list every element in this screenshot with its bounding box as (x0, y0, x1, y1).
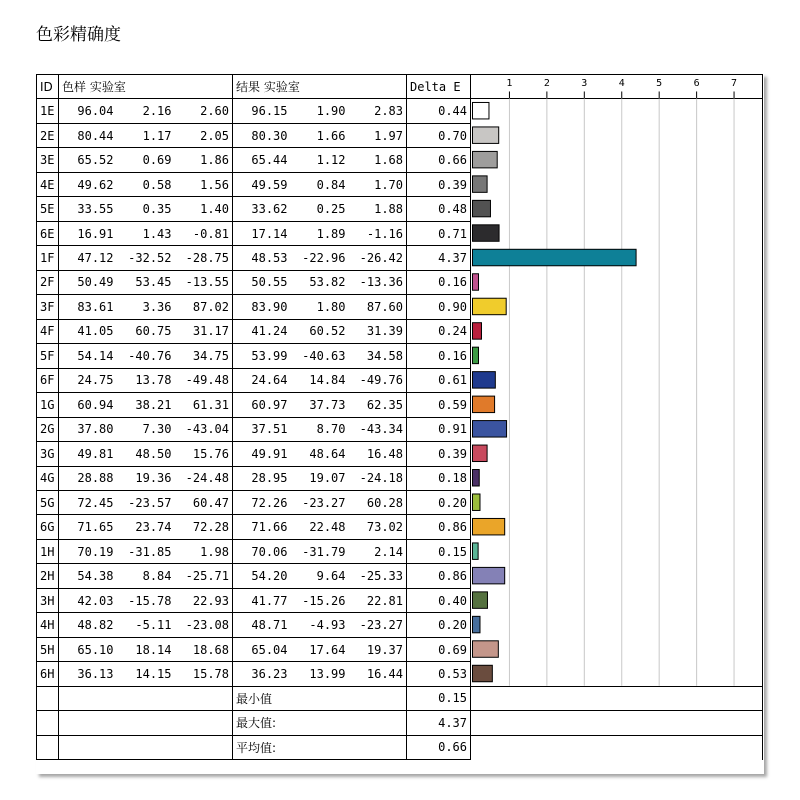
delta-e-value: 0.66 (407, 148, 471, 172)
result-l: 53.99 (233, 344, 291, 368)
result-b: -23.27 (349, 613, 407, 637)
delta-e-value: 0.70 (407, 123, 471, 147)
sample-l: 60.94 (59, 393, 117, 417)
bar-3E (473, 151, 498, 167)
bar-2H (473, 567, 505, 583)
result-b: 31.39 (349, 319, 407, 343)
result-b: 1.97 (349, 123, 407, 147)
delta-e-value: 0.69 (407, 637, 471, 661)
sample-a: -31.85 (117, 539, 175, 563)
bar-4E (473, 176, 488, 192)
delta-e-value: 0.86 (407, 564, 471, 588)
row-id: 3E (37, 148, 59, 172)
bar-6E (473, 225, 500, 241)
result-l: 60.97 (233, 393, 291, 417)
result-l: 17.14 (233, 221, 291, 245)
tick-label: 7 (731, 78, 738, 89)
bar-5E (473, 200, 491, 216)
result-l: 65.04 (233, 637, 291, 661)
tick-label: 1 (506, 78, 513, 89)
result-a: 53.82 (291, 270, 349, 294)
sample-a: 19.36 (117, 466, 175, 490)
delta-e-value: 0.39 (407, 442, 471, 466)
result-b: -13.36 (349, 270, 407, 294)
result-l: 37.51 (233, 417, 291, 441)
bar-6G (473, 518, 505, 534)
result-b: 1.68 (349, 148, 407, 172)
bar-4F (473, 323, 482, 339)
delta-e-value: 0.53 (407, 662, 471, 686)
summary-label: 平均值: (233, 735, 407, 759)
summary-label: 最大值: (233, 711, 407, 735)
sample-b: 18.68 (175, 637, 233, 661)
result-l: 49.91 (233, 442, 291, 466)
sample-b: 22.93 (175, 588, 233, 612)
result-b: 16.48 (349, 442, 407, 466)
sample-a: -23.57 (117, 490, 175, 514)
row-id: 6G (37, 515, 59, 539)
result-b: 2.14 (349, 539, 407, 563)
sample-a: 0.35 (117, 197, 175, 221)
bar-1G (473, 396, 495, 412)
sample-a: 8.84 (117, 564, 175, 588)
sample-a: -32.52 (117, 246, 175, 270)
result-b: 1.70 (349, 172, 407, 196)
row-id: 1H (37, 539, 59, 563)
sample-b: 1.98 (175, 539, 233, 563)
sample-a: 38.21 (117, 393, 175, 417)
bar-6H (473, 665, 493, 681)
delta-e-value: 0.44 (407, 99, 471, 123)
sample-a: 23.74 (117, 515, 175, 539)
bar-4H (473, 616, 480, 632)
row-id: 1G (37, 393, 59, 417)
row-id: 1E (37, 99, 59, 123)
result-a: 48.64 (291, 442, 349, 466)
result-l: 50.55 (233, 270, 291, 294)
row-id: 2H (37, 564, 59, 588)
result-b: -43.34 (349, 417, 407, 441)
row-id: 4F (37, 319, 59, 343)
sample-a: 3.36 (117, 295, 175, 319)
bar-2G (473, 421, 507, 437)
sample-l: 36.13 (59, 662, 117, 686)
sample-l: 96.04 (59, 99, 117, 123)
sample-header: 色样 实验室 (59, 75, 233, 99)
sample-a: 14.15 (117, 662, 175, 686)
delta-e-header: Delta E (407, 75, 471, 99)
id-header: ID (37, 75, 59, 99)
sample-b: 1.56 (175, 172, 233, 196)
sample-l: 28.88 (59, 466, 117, 490)
result-a: 8.70 (291, 417, 349, 441)
result-l: 96.15 (233, 99, 291, 123)
sample-b: -13.55 (175, 270, 233, 294)
result-a: -15.26 (291, 588, 349, 612)
delta-e-value: 0.91 (407, 417, 471, 441)
sample-b: 31.17 (175, 319, 233, 343)
sample-a: -15.78 (117, 588, 175, 612)
result-b: -1.16 (349, 221, 407, 245)
sample-b: -49.48 (175, 368, 233, 392)
sample-a: 48.50 (117, 442, 175, 466)
sample-a: 13.78 (117, 368, 175, 392)
sample-b: 15.76 (175, 442, 233, 466)
sample-b: -24.48 (175, 466, 233, 490)
row-id: 2G (37, 417, 59, 441)
row-id: 6H (37, 662, 59, 686)
row-id: 2E (37, 123, 59, 147)
sample-a: 1.43 (117, 221, 175, 245)
delta-e-value: 0.18 (407, 466, 471, 490)
result-a: 17.64 (291, 637, 349, 661)
sample-l: 54.14 (59, 344, 117, 368)
sample-l: 48.82 (59, 613, 117, 637)
sample-l: 41.05 (59, 319, 117, 343)
sample-a: 0.69 (117, 148, 175, 172)
delta-e-value: 0.48 (407, 197, 471, 221)
result-a: 1.90 (291, 99, 349, 123)
sample-a: -5.11 (117, 613, 175, 637)
delta-e-value: 0.16 (407, 270, 471, 294)
sample-a: 60.75 (117, 319, 175, 343)
sample-b: -0.81 (175, 221, 233, 245)
result-a: 9.64 (291, 564, 349, 588)
sample-l: 72.45 (59, 490, 117, 514)
result-a: 1.66 (291, 123, 349, 147)
sample-b: 1.40 (175, 197, 233, 221)
result-b: 16.44 (349, 662, 407, 686)
result-a: 19.07 (291, 466, 349, 490)
result-a: 0.25 (291, 197, 349, 221)
sample-l: 65.52 (59, 148, 117, 172)
delta-e-value: 0.59 (407, 393, 471, 417)
row-id: 5G (37, 490, 59, 514)
delta-e-bar-chart (472, 74, 764, 710)
sample-a: 1.17 (117, 123, 175, 147)
row-id: 5H (37, 637, 59, 661)
result-l: 80.30 (233, 123, 291, 147)
delta-e-value: 0.16 (407, 344, 471, 368)
result-l: 54.20 (233, 564, 291, 588)
result-b: 34.58 (349, 344, 407, 368)
delta-e-value: 0.71 (407, 221, 471, 245)
sample-l: 24.75 (59, 368, 117, 392)
sample-l: 42.03 (59, 588, 117, 612)
result-b: 62.35 (349, 393, 407, 417)
result-l: 83.90 (233, 295, 291, 319)
result-l: 48.71 (233, 613, 291, 637)
delta-e-value: 0.15 (407, 539, 471, 563)
delta-e-value: 0.90 (407, 295, 471, 319)
sample-l: 49.81 (59, 442, 117, 466)
summary-row-avg (37, 735, 763, 759)
bar-5G (473, 494, 480, 510)
row-id: 6E (37, 221, 59, 245)
result-l: 71.66 (233, 515, 291, 539)
result-l: 70.06 (233, 539, 291, 563)
row-id: 4H (37, 613, 59, 637)
sample-b: -23.08 (175, 613, 233, 637)
row-id: 1F (37, 246, 59, 270)
sample-b: 60.47 (175, 490, 233, 514)
bar-3G (473, 445, 488, 461)
result-a: -31.79 (291, 539, 349, 563)
result-a: 60.52 (291, 319, 349, 343)
row-id: 5E (37, 197, 59, 221)
row-id: 5F (37, 344, 59, 368)
result-b: 22.81 (349, 588, 407, 612)
delta-e-value: 0.40 (407, 588, 471, 612)
summary-value: 0.15 (407, 686, 471, 710)
bar-5H (473, 641, 499, 657)
sample-l: 80.44 (59, 123, 117, 147)
sample-b: -28.75 (175, 246, 233, 270)
result-header: 结果 实验室 (233, 75, 407, 99)
sample-a: 53.45 (117, 270, 175, 294)
row-id: 3F (37, 295, 59, 319)
sample-l: 54.38 (59, 564, 117, 588)
result-b: 19.37 (349, 637, 407, 661)
sample-l: 83.61 (59, 295, 117, 319)
row-id: 2F (37, 270, 59, 294)
sample-b: 72.28 (175, 515, 233, 539)
result-b: -26.42 (349, 246, 407, 270)
result-b: -24.18 (349, 466, 407, 490)
summary-label: 最小值 (233, 686, 407, 710)
bar-2F (473, 274, 479, 290)
summary-value: 0.66 (407, 735, 471, 759)
sample-a: -40.76 (117, 344, 175, 368)
bar-1F (473, 249, 637, 265)
sample-l: 33.55 (59, 197, 117, 221)
sample-b: 34.75 (175, 344, 233, 368)
row-id: 3G (37, 442, 59, 466)
result-a: 37.73 (291, 393, 349, 417)
delta-e-value: 0.39 (407, 172, 471, 196)
sample-b: -25.71 (175, 564, 233, 588)
result-b: 87.60 (349, 295, 407, 319)
sample-b: 61.31 (175, 393, 233, 417)
result-a: 1.12 (291, 148, 349, 172)
sample-l: 16.91 (59, 221, 117, 245)
sample-l: 49.62 (59, 172, 117, 196)
row-id: 6F (37, 368, 59, 392)
tick-label: 2 (543, 78, 550, 89)
result-l: 49.59 (233, 172, 291, 196)
delta-e-value: 0.20 (407, 613, 471, 637)
summary-value: 4.37 (407, 711, 471, 735)
summary-row-max (37, 711, 763, 735)
result-l: 65.44 (233, 148, 291, 172)
result-a: 14.84 (291, 368, 349, 392)
sample-l: 50.49 (59, 270, 117, 294)
result-l: 33.62 (233, 197, 291, 221)
result-l: 41.24 (233, 319, 291, 343)
result-l: 28.95 (233, 466, 291, 490)
sample-a: 0.58 (117, 172, 175, 196)
bar-3F (473, 298, 507, 314)
sample-b: 1.86 (175, 148, 233, 172)
sample-l: 65.10 (59, 637, 117, 661)
bar-4G (473, 470, 480, 486)
tick-label: 5 (656, 78, 663, 89)
result-a: -23.27 (291, 490, 349, 514)
result-a: 0.84 (291, 172, 349, 196)
result-b: -25.33 (349, 564, 407, 588)
page-title: 色彩精确度 (36, 25, 121, 45)
sample-l: 37.80 (59, 417, 117, 441)
result-l: 48.53 (233, 246, 291, 270)
row-id: 4E (37, 172, 59, 196)
result-a: -4.93 (291, 613, 349, 637)
bar-6F (473, 372, 496, 388)
sample-a: 2.16 (117, 99, 175, 123)
result-l: 41.77 (233, 588, 291, 612)
color-accuracy-table (36, 74, 764, 774)
delta-e-value: 4.37 (407, 246, 471, 270)
sample-b: -43.04 (175, 417, 233, 441)
delta-e-value: 0.86 (407, 515, 471, 539)
sample-l: 71.65 (59, 515, 117, 539)
result-a: 1.89 (291, 221, 349, 245)
row-id: 3H (37, 588, 59, 612)
result-a: 13.99 (291, 662, 349, 686)
bar-1E (473, 102, 489, 118)
result-a: 22.48 (291, 515, 349, 539)
result-b: 60.28 (349, 490, 407, 514)
row-id: 4G (37, 466, 59, 490)
delta-e-value: 0.61 (407, 368, 471, 392)
sample-b: 87.02 (175, 295, 233, 319)
tick-label: 4 (618, 78, 625, 89)
result-b: 73.02 (349, 515, 407, 539)
result-b: -49.76 (349, 368, 407, 392)
result-l: 24.64 (233, 368, 291, 392)
result-b: 2.83 (349, 99, 407, 123)
sample-l: 70.19 (59, 539, 117, 563)
sample-b: 2.05 (175, 123, 233, 147)
sample-b: 15.78 (175, 662, 233, 686)
bar-5F (473, 347, 479, 363)
result-b: 1.88 (349, 197, 407, 221)
sample-b: 2.60 (175, 99, 233, 123)
sample-l: 47.12 (59, 246, 117, 270)
tick-label: 3 (581, 78, 588, 89)
sample-a: 7.30 (117, 417, 175, 441)
result-a: 1.80 (291, 295, 349, 319)
result-a: -40.63 (291, 344, 349, 368)
sample-a: 18.14 (117, 637, 175, 661)
delta-e-value: 0.24 (407, 319, 471, 343)
result-l: 72.26 (233, 490, 291, 514)
result-l: 36.23 (233, 662, 291, 686)
delta-e-value: 0.20 (407, 490, 471, 514)
tick-label: 6 (693, 78, 700, 89)
bar-3H (473, 592, 488, 608)
bar-2E (473, 127, 499, 143)
result-a: -22.96 (291, 246, 349, 270)
bar-1H (473, 543, 479, 559)
